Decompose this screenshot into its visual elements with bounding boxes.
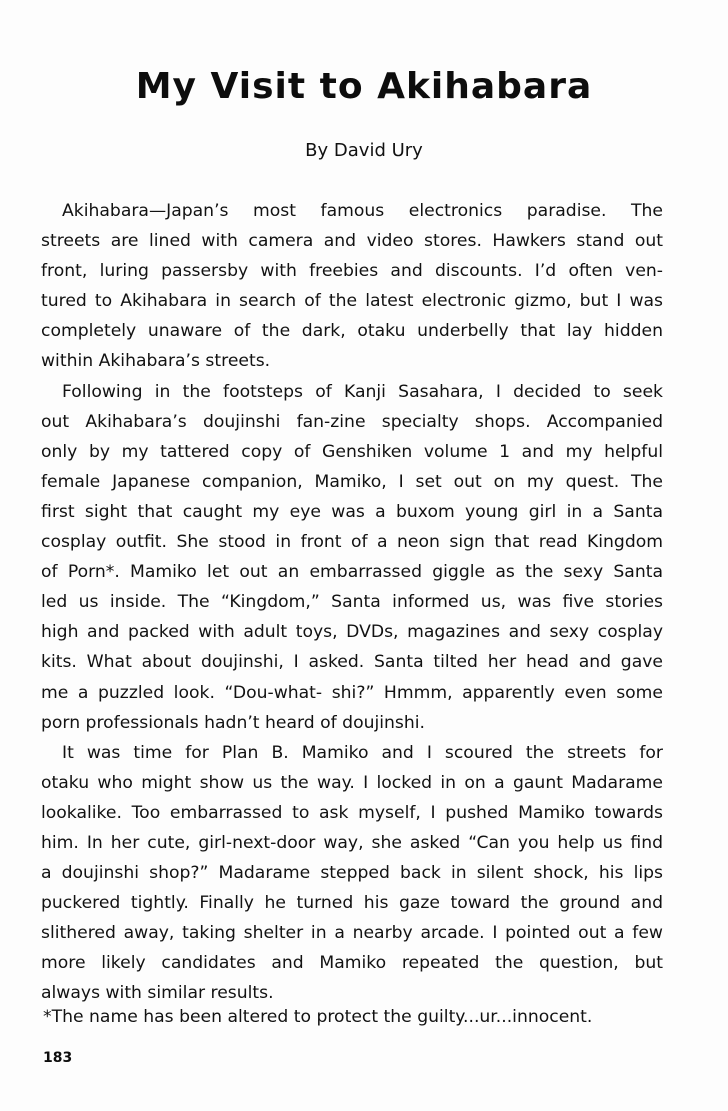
article-title: My Visit to Akihabara: [135, 66, 593, 107]
body-line: Following in the footsteps of Kanji Sasahara, I decided to seek: [62, 381, 663, 402]
body-line: Akihabara—Japan’s most famous electronics paradise. The: [62, 201, 663, 221]
body-line: of Porn*. Mamiko let out an embarrassed giggle as the sexy Santa: [41, 562, 663, 583]
byline: By David Ury: [305, 140, 423, 161]
body-line: always with similar results.: [41, 983, 274, 1004]
body-line: puckered tightly. Finally he turned his gaze toward the ground and: [41, 893, 663, 914]
body-line: streets are lined with camera and video stores. Hawkers stand out: [41, 231, 663, 252]
body-line: led us inside. The “Kingdom,” Santa informed us, was five stories: [41, 592, 663, 613]
body-line: high and packed with adult toys, DVDs, magazines and sexy cosplay: [41, 622, 663, 643]
body-line: a doujinshi shop?” Madarame stepped back in silent shock, his lips: [41, 863, 663, 884]
body-line: only by my tattered copy of Genshiken volume 1 and my helpful: [41, 441, 663, 462]
body-line: out Akihabara’s doujinshi fan-zine specialty shops. Accompanied: [41, 411, 663, 432]
paragraph-1: [41, 196, 663, 377]
body-line: lookalike. Too embarrassed to ask myself, I pushed Mamiko towards: [41, 802, 663, 823]
body-line: slithered away, taking shelter in a nearby arcade. I pointed out a few: [41, 923, 663, 944]
body-line: tured to Akihabara in search of the latest electronic gizmo, but I was: [41, 291, 663, 312]
body-line: cosplay outfit. She stood in front of a neon sign that read Kingdom: [41, 532, 663, 553]
article-body: [41, 196, 663, 1009]
page-number: 183: [43, 1050, 73, 1066]
paragraph-2: [41, 377, 663, 738]
paragraph-3: [41, 738, 663, 1009]
body-line: kits. What about doujinshi, I asked. Santa tilted her head and gave: [41, 652, 663, 673]
body-line: more likely candidates and Mamiko repeated the question, but: [41, 953, 663, 974]
body-line: within Akihabara’s streets.: [41, 351, 271, 372]
body-line: front, luring passersby with freebies and discounts. I’d often ven-: [41, 261, 663, 282]
body-line: him. In her cute, girl-next-door way, she asked “Can you help us find: [41, 832, 663, 853]
body-line: It was time for Plan B. Mamiko and I scoured the streets for: [62, 742, 663, 763]
body-line: completely unaware of the dark, otaku underbelly that lay hidden: [41, 321, 663, 342]
footnote: *The name has been altered to protect the guilty...ur...innocent.: [43, 1007, 593, 1027]
body-line: me a puzzled look. “Dou-what- shi?” Hmmm, apparently even some: [41, 682, 663, 703]
body-line: porn professionals hadn’t heard of doujinshi.: [41, 712, 426, 733]
body-line: female Japanese companion, Mamiko, I set out on my quest. The: [41, 471, 663, 492]
body-line: first sight that caught my eye was a buxom young girl in a Santa: [41, 501, 663, 522]
body-line: otaku who might show us the way. I locked in on a gaunt Madarame: [41, 772, 663, 793]
